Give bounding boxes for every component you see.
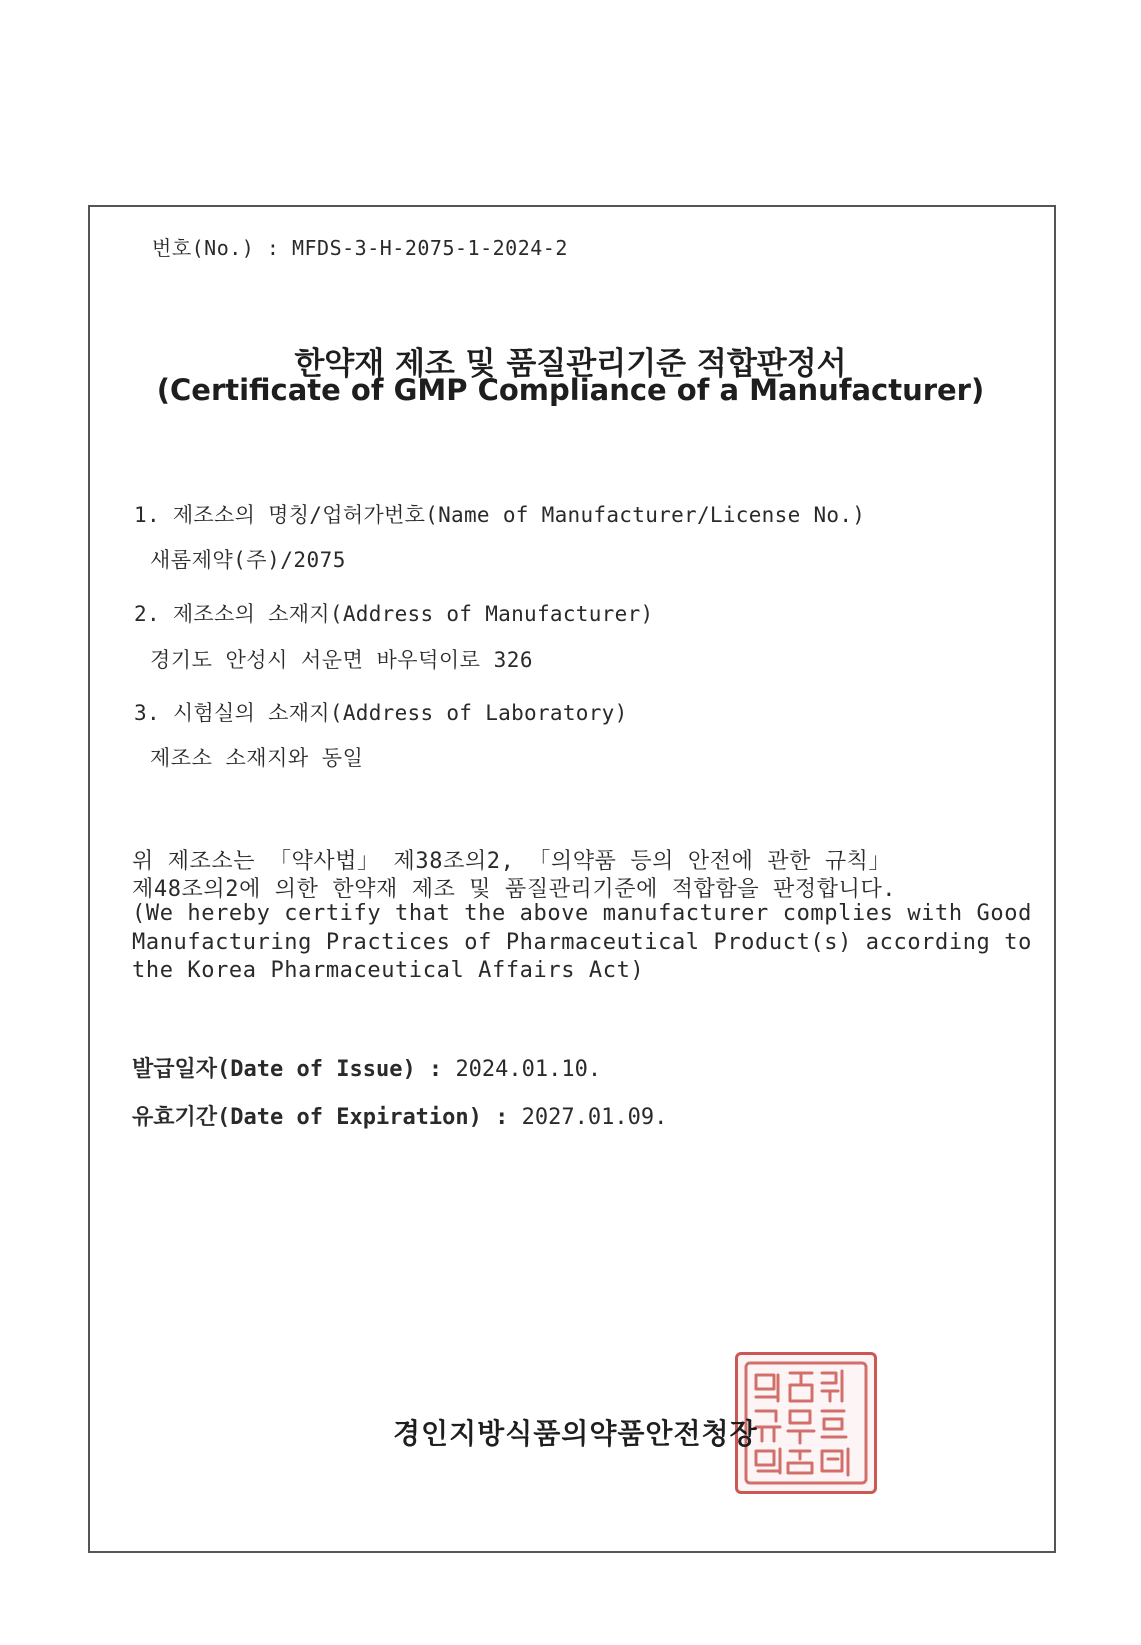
issue-date-value: 2024.01.10. xyxy=(455,1057,602,1082)
item-3-label: 3. 시험실의 소재지(Address of Laboratory) xyxy=(134,701,628,725)
seal-glyphs-icon xyxy=(738,1355,874,1491)
item-2-label: 2. 제조소의 소재지(Address of Manufacturer) xyxy=(134,602,654,626)
item-1-label: 1. 제조소의 명칭/업허가번호(Name of Manufacturer/License No.) xyxy=(134,503,866,527)
issue-date-label: 발급일자(Date of Issue) : xyxy=(132,1057,443,1082)
expiration-date-row xyxy=(132,1100,667,1131)
item-2-value: 경기도 안성시 서운면 바우덕이로 326 xyxy=(150,648,534,672)
title-english: (Certificate of GMP Compliance of a Manufacturer) xyxy=(156,373,985,407)
item-1-value: 새롬제약(주)/2075 xyxy=(150,548,346,572)
statement-line-4: Manufacturing Practices of Pharmaceutical Product(s) according to xyxy=(132,930,1032,955)
title-korean: 한약재 제조 및 품질관리기준 적합판정서 xyxy=(294,346,847,382)
statement-line-3: (We hereby certify that the above manufacturer complies with Good xyxy=(132,901,1032,926)
expiration-date-label: 유효기간(Date of Expiration) : xyxy=(132,1105,509,1130)
expiration-date-value: 2027.01.09. xyxy=(521,1105,668,1130)
statement-line-5: the Korea Pharmaceutical Affairs Act) xyxy=(132,958,645,983)
issuer-name: 경인지방식품의약품안전청장 xyxy=(393,1417,758,1450)
certificate-number: 번호(No.) : MFDS-3-H-2075-1-2024-2 xyxy=(152,236,568,260)
item-3-value: 제조소 소재지와 동일 xyxy=(150,746,364,770)
issue-date-row xyxy=(132,1052,601,1083)
statement-line-2: 제48조의2에 의한 한약재 제조 및 품질관리기준에 적합함을 판정합니다. xyxy=(132,877,897,902)
statement-line-1: 위 제조소는 「약사법」 제38조의2, 「의약품 등의 안전에 관한 규칙」 xyxy=(132,849,892,874)
